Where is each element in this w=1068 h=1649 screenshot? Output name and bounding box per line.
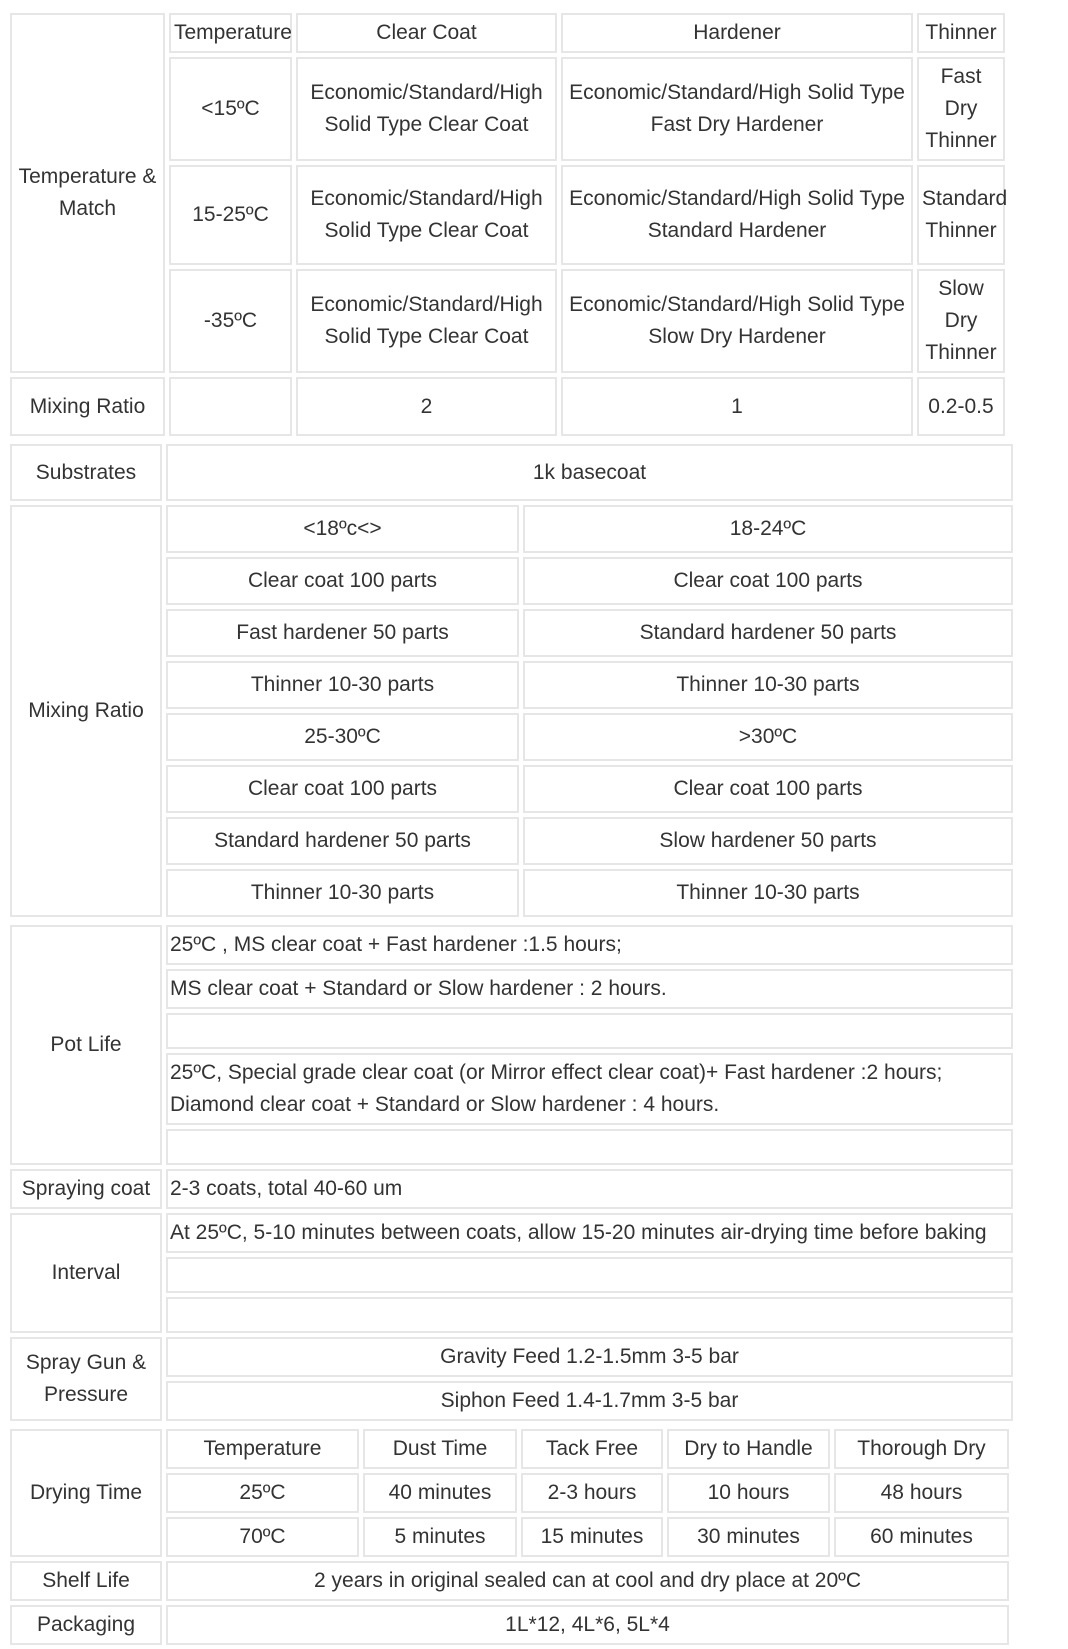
drying-cell: 15 minutes [521,1517,663,1557]
temperature-cell: <15ºC [169,57,292,161]
drying-cell: 30 minutes [667,1517,830,1557]
interval-line: At 25ºC, 5-10 minutes between coats, allow 15-20 minutes air-drying time before baking [166,1213,1013,1253]
drying-table [6,1425,1013,1649]
drying-header: Thorough Dry [834,1429,1009,1469]
temperature-cell: 15-25ºC [169,165,292,265]
table-row [10,1213,1013,1253]
drying-cell: 48 hours [834,1473,1009,1513]
drying-cell: 10 hours [667,1473,830,1513]
mixing-cell: Thinner 10-30 parts [166,661,519,709]
mixing-ratio-detail-label: Mixing Ratio [10,505,162,917]
drying-header: Tack Free [521,1429,663,1469]
mixing-cell: 18-24ºC [523,505,1013,553]
mixing-cell: 25-30ºC [166,713,519,761]
clear-coat-cell: Economic/Standard/High Solid Type Clear Coat [296,165,557,265]
table-row [10,925,1013,965]
table-row [10,377,1005,436]
mixing-cell: Clear coat 100 parts [166,765,519,813]
table-row [10,1429,1009,1469]
table-row [10,1169,1013,1209]
shelf-life-value: 2 years in original sealed can at cool and dry place at 20ºC [166,1561,1009,1601]
mixing-ratio-label: Mixing Ratio [10,377,165,436]
mixing-cell: <18ºc<> [166,505,519,553]
table-row [10,1605,1009,1645]
packaging-label: Packaging [10,1605,162,1645]
mixing-ratio-temperature [169,377,292,436]
header-thinner: Thinner [917,13,1005,53]
drying-header: Dust Time [363,1429,517,1469]
mixing-cell: Thinner 10-30 parts [166,869,519,917]
clear-coat-cell: Economic/Standard/High Solid Type Clear Coat [296,57,557,161]
drying-cell: 5 minutes [363,1517,517,1557]
spray-gun-label: Spray Gun & Pressure [10,1337,162,1421]
table-row [10,13,1005,53]
spray-gun-line: Gravity Feed 1.2-1.5mm 3-5 bar [166,1337,1013,1377]
pot-life-line: 25ºC, Special grade clear coat (or Mirror effect clear coat)+ Fast hardener :2 hours; Diamond clear coat + Standard or Slow hardener : 4 hours. [166,1053,1013,1125]
packaging-value: 1L*12, 4L*6, 5L*4 [166,1605,1009,1645]
drying-header: Temperature [166,1429,359,1469]
mixing-cell: Fast hardener 50 parts [166,609,519,657]
drying-cell: 25ºC [166,1473,359,1513]
drying-time-label: Drying Time [10,1429,162,1557]
table-row [10,1561,1009,1601]
mixing-cell: Thinner 10-30 parts [523,869,1013,917]
substrates-mixing-table [6,440,1017,921]
header-hardener: Hardener [561,13,913,53]
temperature-match-table [6,9,1009,440]
drying-cell: 60 minutes [834,1517,1009,1557]
table-row [10,505,1013,553]
hardener-cell: Economic/Standard/High Solid Type Slow Dry Hardener [561,269,913,373]
drying-cell: 40 minutes [363,1473,517,1513]
drying-cell: 70ºC [166,1517,359,1557]
header-clear-coat: Clear Coat [296,13,557,53]
shelf-life-label: Shelf Life [10,1561,162,1601]
mixing-ratio-hardener: 1 [561,377,913,436]
hardener-cell: Economic/Standard/High Solid Type Standard Hardener [561,165,913,265]
application-table [6,921,1017,1425]
interval-line [166,1297,1013,1333]
mixing-ratio-clear-coat: 2 [296,377,557,436]
pot-life-line: MS clear coat + Standard or Slow hardener : 2 hours. [166,969,1013,1009]
table-row [10,1337,1013,1377]
pot-life-line [166,1129,1013,1165]
spraying-coat-label: Spraying coat [10,1169,162,1209]
mixing-cell: Clear coat 100 parts [166,557,519,605]
drying-header: Dry to Handle [667,1429,830,1469]
mixing-cell: Clear coat 100 parts [523,557,1013,605]
mixing-cell: Standard hardener 50 parts [166,817,519,865]
spraying-coat-value: 2-3 coats, total 40-60 um [166,1169,1013,1209]
spec-sheet [6,9,1009,1649]
substrates-value: 1k basecoat [166,444,1013,501]
thinner-cell: Slow Dry Thinner [917,269,1005,373]
interval-line [166,1257,1013,1293]
mixing-cell: Standard hardener 50 parts [523,609,1013,657]
thinner-cell: Fast Dry Thinner [917,57,1005,161]
mixing-cell: Clear coat 100 parts [523,765,1013,813]
temperature-cell: -35ºC [169,269,292,373]
mixing-cell: Thinner 10-30 parts [523,661,1013,709]
interval-label: Interval [10,1213,162,1333]
substrates-label: Substrates [10,444,162,501]
table-row [10,444,1013,501]
mixing-ratio-thinner: 0.2-0.5 [917,377,1005,436]
clear-coat-cell: Economic/Standard/High Solid Type Clear Coat [296,269,557,373]
header-temperature: Temperature [169,13,292,53]
pot-life-line [166,1013,1013,1049]
mixing-cell: >30ºC [523,713,1013,761]
hardener-cell: Economic/Standard/High Solid Type Fast Dry Hardener [561,57,913,161]
thinner-cell: Standard Thinner [917,165,1005,265]
spray-gun-line: Siphon Feed 1.4-1.7mm 3-5 bar [166,1381,1013,1421]
pot-life-line: 25ºC , MS clear coat + Fast hardener :1.5 hours; [166,925,1013,965]
drying-cell: 2-3 hours [521,1473,663,1513]
temperature-match-label: Temperature & Match [10,13,165,373]
pot-life-label: Pot Life [10,925,162,1165]
mixing-cell: Slow hardener 50 parts [523,817,1013,865]
